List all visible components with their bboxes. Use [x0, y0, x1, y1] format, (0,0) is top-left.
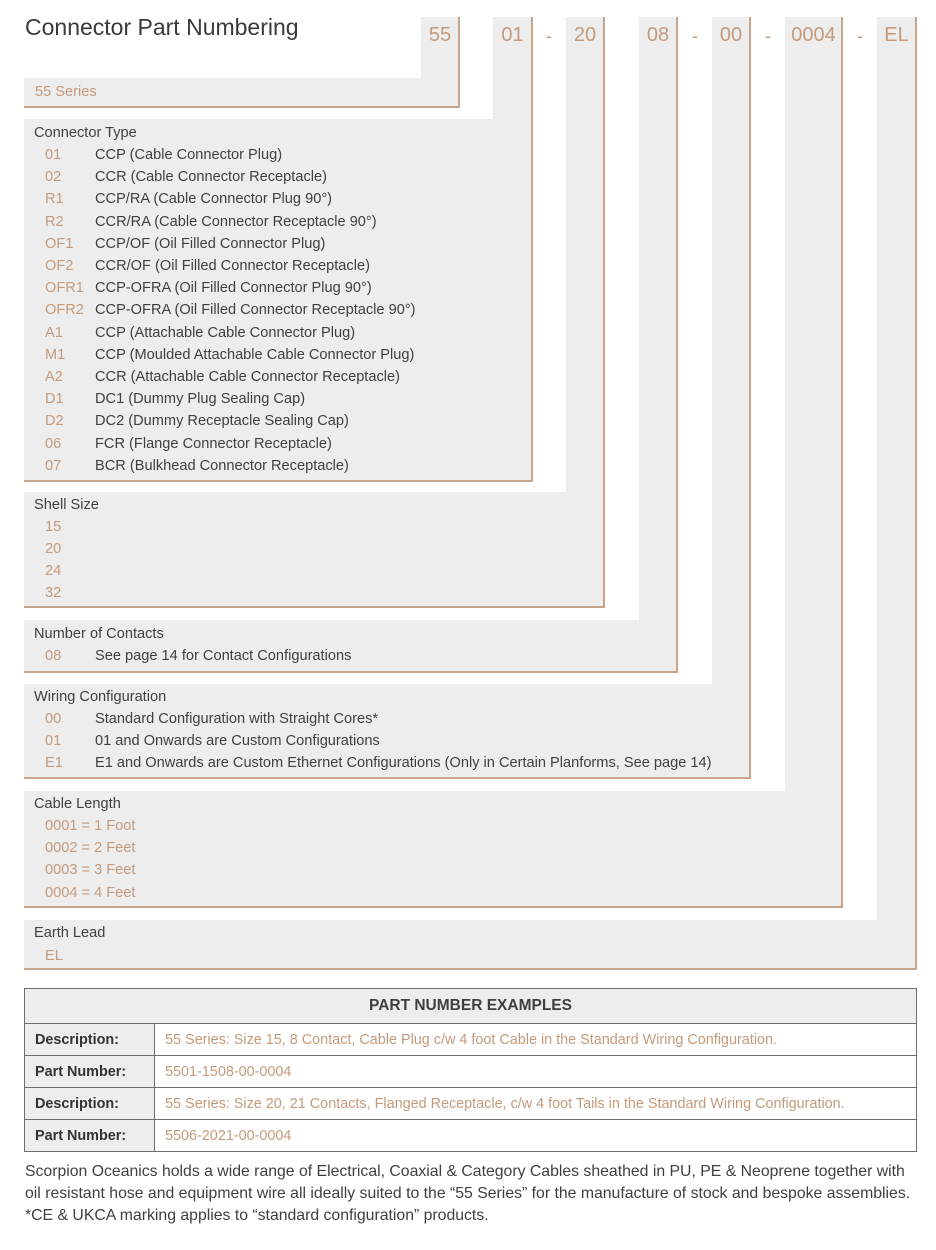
- list-item: 08 See page 14 for Contact Configurations: [45, 648, 352, 664]
- column-wiring: [712, 17, 750, 779]
- list-item: E1 E1 and Onwards are Custom Ethernet Configurations (Only in Certain Planforms, See page 14): [45, 755, 712, 771]
- list-item: A2 CCR (Attachable Cable Connector Receptacle): [45, 369, 400, 385]
- row-label: Description:: [25, 1088, 155, 1120]
- shell-size-box: [24, 492, 604, 608]
- list-item: D1 DC1 (Dummy Plug Sealing Cap): [45, 391, 306, 408]
- row-value: 55 Series: Size 15, 8 Contact, Cable Plug c/w 4 foot Cable in the Standard Wiring Configuration.: [155, 1024, 917, 1056]
- list-item: 06 FCR (Flange Connector Receptacle): [45, 435, 332, 452]
- contacts-box: [24, 620, 677, 673]
- code-earth-lead: EL: [884, 24, 909, 46]
- row-label: Part Number:: [25, 1056, 155, 1088]
- list-item: OF1 CCP/OF (Oil Filled Connector Plug): [45, 235, 326, 252]
- connector-type-underline: [24, 480, 533, 482]
- cable-length-heading: Cable Length: [34, 796, 121, 812]
- column-contacts: [639, 17, 677, 673]
- list-item: 32: [45, 585, 62, 601]
- shell-size-line: [603, 17, 605, 608]
- contacts-heading: Number of Contacts: [34, 626, 164, 642]
- code-series: 55: [428, 24, 452, 46]
- code-dash: -: [692, 26, 698, 46]
- list-item: 0004 = 4 Feet: [45, 884, 136, 901]
- code-connector-type: 01: [501, 24, 524, 46]
- list-item: R1 CCP/RA (Cable Connector Plug 90°): [45, 191, 333, 208]
- code-contacts: 08: [646, 24, 670, 46]
- table-row: [25, 1088, 917, 1120]
- footer-paragraph: Scorpion Oceanics holds a wide range of Electrical, Coaxial & Category Cables sheathed in PU, PE & Neoprene together with oil resistant hose and equipment wire all ideally suited to the “55 Series” for the manufacture of stock and bespoke assemblies.: [25, 1163, 911, 1202]
- list-item: OFR1 CCP-OFRA (Oil Filled Connector Plug 90°): [45, 280, 372, 297]
- cable-length-underline: [24, 906, 843, 908]
- list-item: M1 CCP (Moulded Attachable Cable Connector Plug): [45, 346, 415, 363]
- row-value: 5506-2021-00-0004: [155, 1120, 917, 1152]
- code-cable-length: 0004: [791, 24, 836, 46]
- row-label: Part Number:: [25, 1120, 155, 1152]
- page-title: Connector Part Numbering: [25, 14, 299, 40]
- row-label: Description:: [25, 1024, 155, 1056]
- list-item: OFR2 CCP-OFRA (Oil Filled Connector Receptacle 90°): [45, 302, 416, 319]
- column-cable-length: [785, 17, 842, 908]
- cable-length-line: [841, 17, 843, 908]
- examples-heading: PART NUMBER EXAMPLES: [25, 989, 917, 1024]
- list-item: 01 CCP (Cable Connector Plug): [45, 147, 283, 163]
- wiring-box: [24, 684, 750, 779]
- list-item: 01 01 and Onwards are Custom Configurations: [45, 733, 380, 749]
- row-value: 5501-1508-00-0004: [155, 1056, 917, 1088]
- examples-table: [24, 988, 917, 1152]
- list-item: 00 Standard Configuration with Straight Cores*: [45, 711, 379, 727]
- earth-lead-underline: [24, 968, 917, 970]
- list-item: OF2 CCR/OF (Oil Filled Connector Receptacle): [45, 258, 370, 274]
- wiring-line: [749, 17, 751, 779]
- wiring-underline: [24, 777, 751, 779]
- connector-type-line: [531, 17, 533, 482]
- shell-size-underline: [24, 606, 605, 608]
- list-item: 02 CCR (Cable Connector Receptacle): [45, 169, 327, 186]
- list-item: A1 CCP (Attachable Cable Connector Plug): [45, 324, 356, 341]
- shell-size-heading: Shell Size: [34, 497, 99, 513]
- list-item: 15: [45, 519, 62, 535]
- footer-note: [25, 1161, 915, 1227]
- earth-lead-line: [915, 17, 917, 970]
- earth-lead-heading: Earth Lead: [34, 925, 106, 941]
- list-item: 0001 = 1 Foot: [45, 818, 136, 834]
- series-connector-line: [458, 17, 460, 108]
- list-item: 20: [45, 541, 62, 557]
- earth-lead-box: [24, 920, 916, 970]
- code-dash: -: [765, 26, 771, 46]
- wiring-heading: Wiring Configuration: [34, 689, 167, 705]
- series-underline: [24, 106, 460, 108]
- connector-type-heading: Connector Type: [34, 125, 137, 141]
- list-item: 07 BCR (Bulkhead Connector Receptacle): [45, 457, 349, 474]
- row-value: 55 Series: Size 20, 21 Contacts, Flanged Receptacle, c/w 4 foot Tails in the Standard Wiring Configuration.: [155, 1088, 917, 1120]
- list-item: EL: [45, 948, 63, 964]
- table-row: [25, 1024, 917, 1056]
- column-earth-lead: [877, 17, 916, 970]
- code-wiring: 00: [719, 24, 743, 46]
- cable-length-box: [24, 791, 842, 908]
- list-item: 0003 = 3 Feet: [45, 862, 136, 879]
- list-item: 24: [45, 563, 62, 579]
- table-row: [25, 1120, 917, 1152]
- footer-ce-note: *CE & UKCA marking applies to “standard configuration” products.: [25, 1207, 489, 1224]
- list-item: D2 DC2 (Dummy Receptacle Sealing Cap): [45, 413, 349, 430]
- contacts-underline: [24, 671, 678, 673]
- connector-type-box: [24, 119, 532, 482]
- code-shell-size: 20: [573, 24, 597, 46]
- list-item: R2 CCR/RA (Cable Connector Receptacle 90°): [45, 213, 377, 230]
- code-dash: -: [857, 26, 863, 46]
- code-dash: -: [546, 26, 552, 46]
- table-header-row: [25, 989, 917, 1024]
- table-row: [25, 1056, 917, 1088]
- series-label: 55 Series: [35, 84, 97, 100]
- list-item: 0002 = 2 Feet: [45, 840, 136, 857]
- contacts-line: [676, 17, 678, 673]
